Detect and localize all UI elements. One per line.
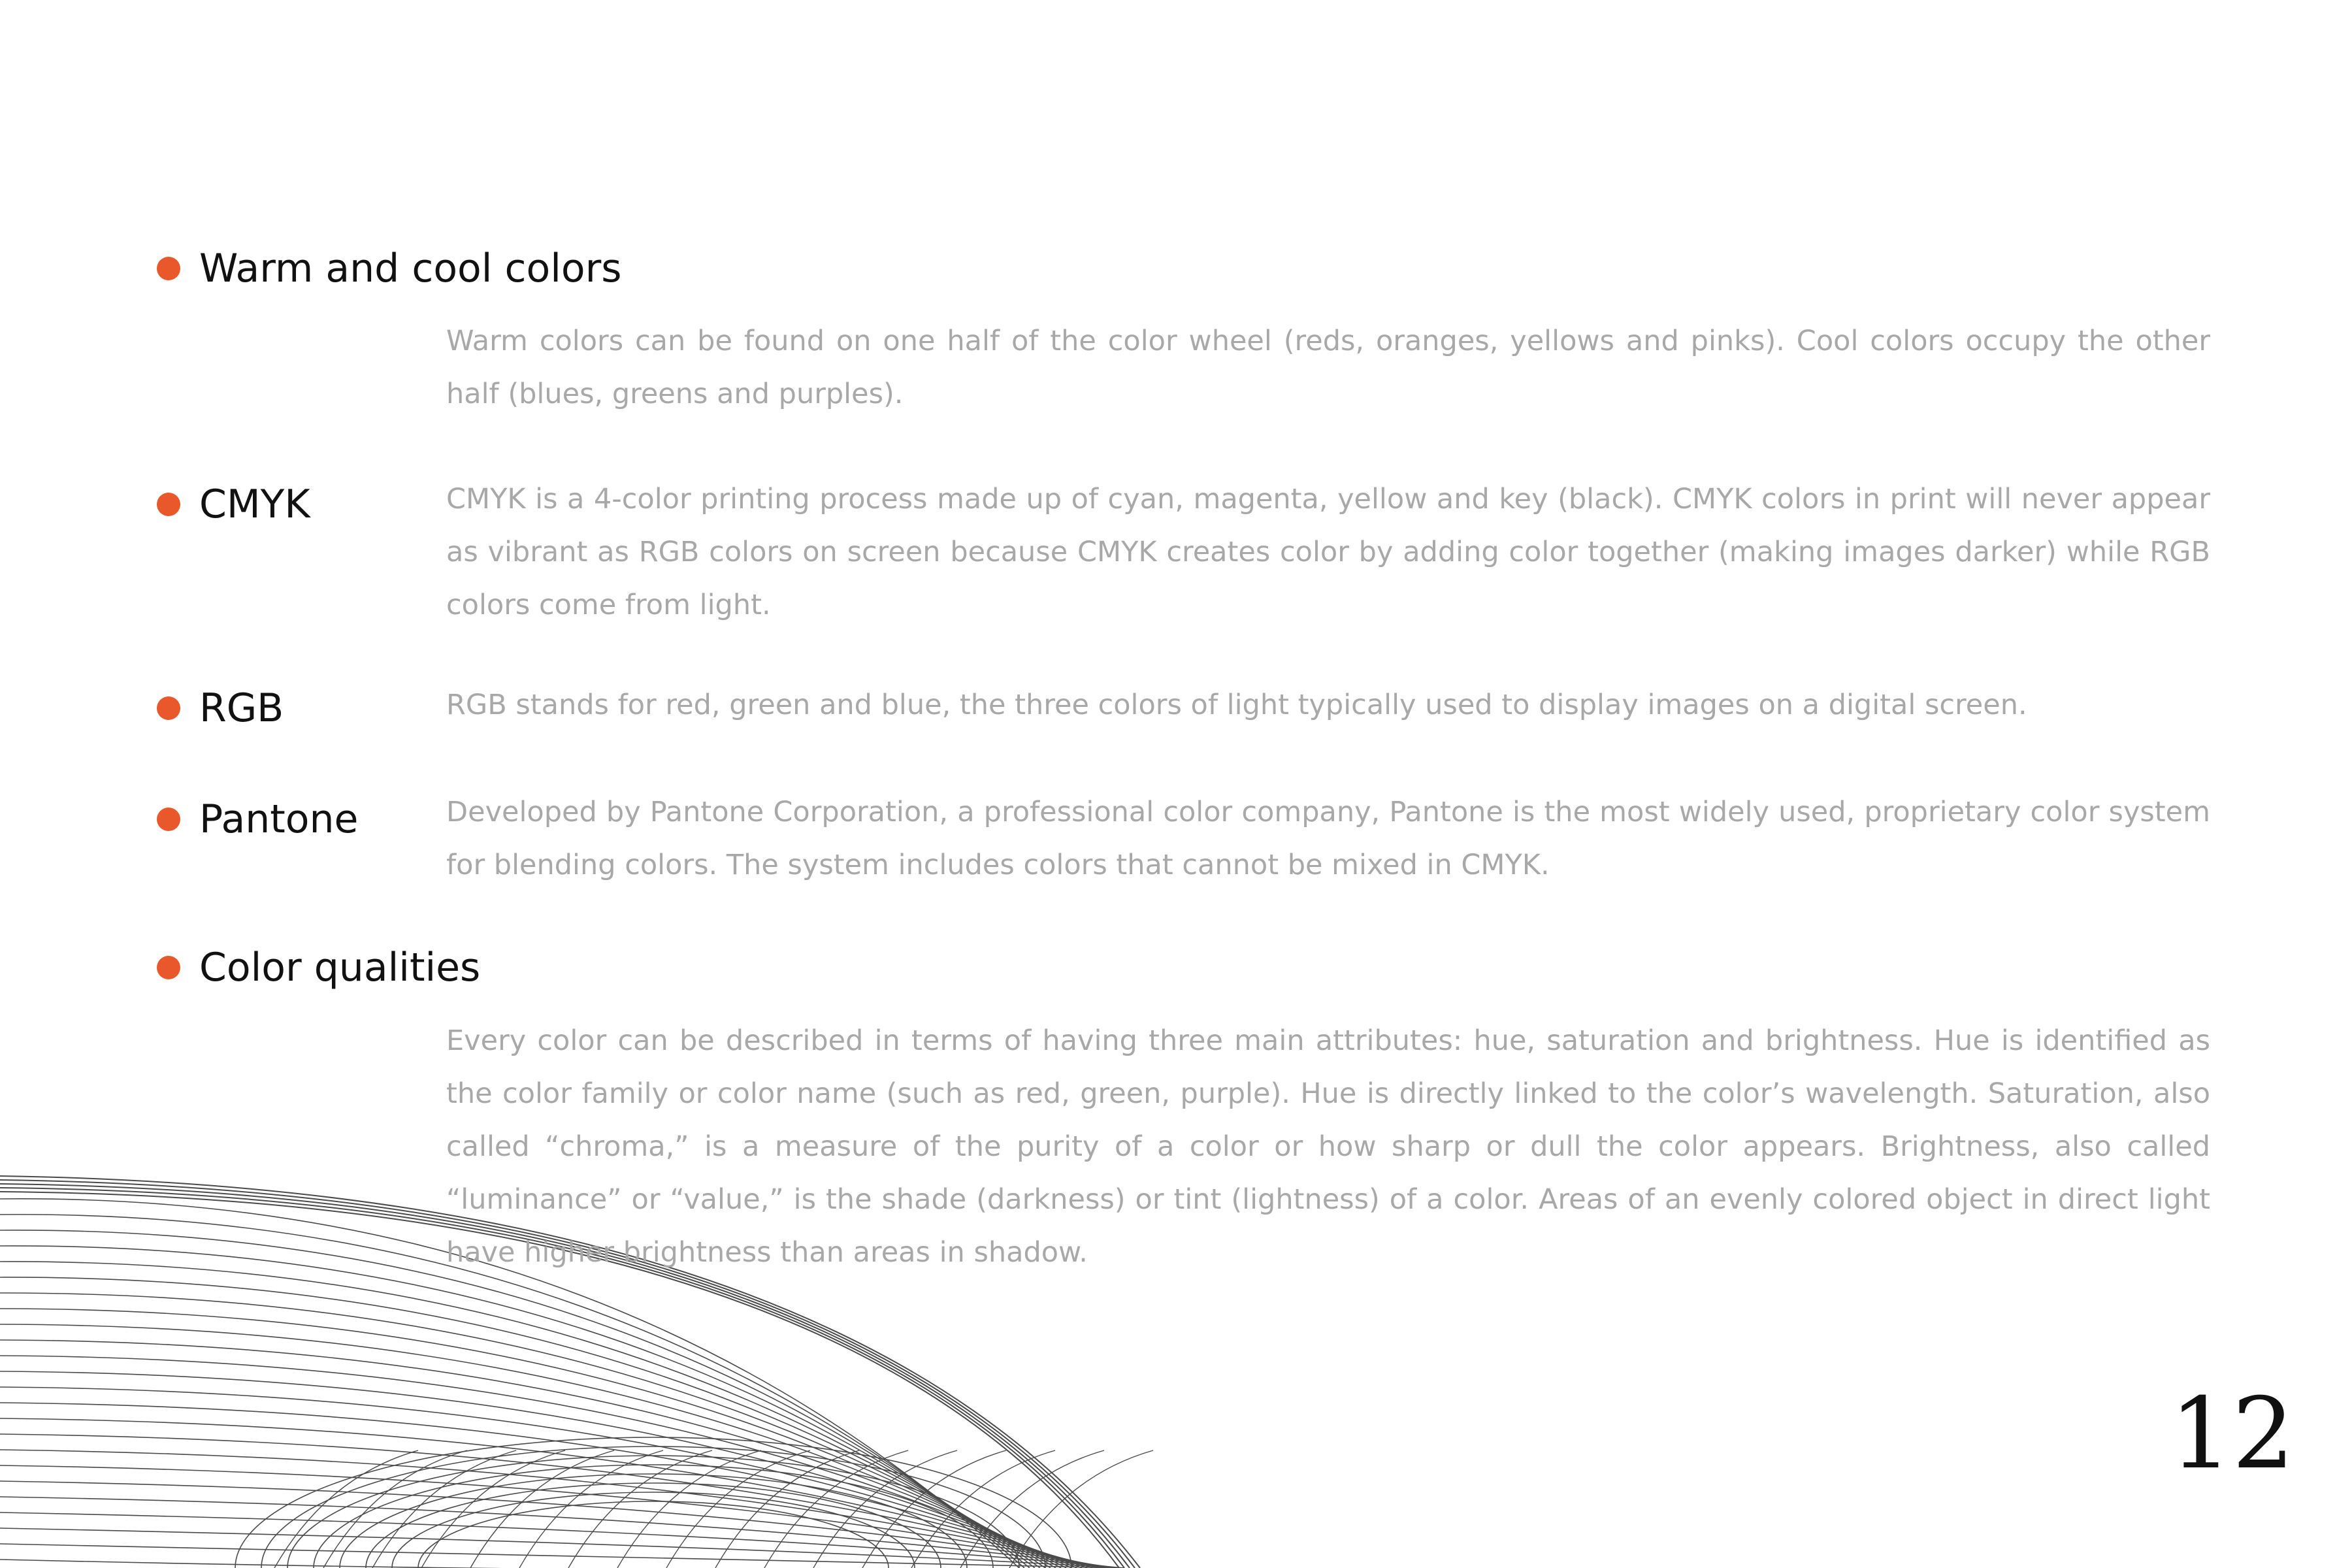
- wireframe-line: [274, 1450, 418, 1568]
- wireframe-line: [0, 1528, 1124, 1568]
- wireframe-line: [235, 1437, 1071, 1568]
- section-body: Developed by Pantone Corporation, a professional color company, Pantone is the most widely used, proprietary color system for blending colors. The system includes colors that cannot be mixed in CMYK.: [446, 796, 2210, 881]
- wireframe-line: [0, 1356, 1071, 1568]
- section-body: Warm colors can be found on one half of the color wheel (reds, oranges, yellows and pinks). Cool colors occupy the other half (blues, greens and purples).: [446, 325, 2210, 410]
- wireframe-line: [0, 1465, 1108, 1568]
- section-body: CMYK is a 4-color printing process made up of cyan, magenta, yellow and key (black). CMYK colors in print will never appear as vibrant as RGB colors on screen because CMYK creates color by adding color together (making images darker) while RGB colors come from light.: [446, 483, 2210, 621]
- wireframe-line: [0, 1262, 1040, 1568]
- bullet-icon: [157, 696, 180, 720]
- section-heading: Warm and cool colors: [199, 246, 622, 291]
- wireframe-line: [1009, 1450, 1153, 1568]
- wireframe-line: [0, 1371, 1077, 1568]
- wireframe-line: [0, 1246, 1035, 1568]
- wireframe-line: [340, 1474, 967, 1568]
- section-body: Every color can be described in terms of having three main attributes: hue, saturation and brightness. Hue is identified as the color family or color name (such as red, green, purple). Hue is directly linked to the color’s wavelength. Saturation, also called “chroma,” is a measure of the purity of a color or how sharp or dull the color appears. Brightness, also called “luminance” or “value,” is the shade (darkness) or tint (lightness) of a color. Areas of an evenly colored object in direct light have higher brightness than areas in shadow.: [446, 1024, 2210, 1269]
- wireframe-line: [366, 1483, 941, 1568]
- wireframe-line: [0, 1309, 1056, 1568]
- wireframe-line: [0, 1324, 1061, 1568]
- wireframe-line: [0, 1450, 1103, 1568]
- section-heading: Pantone: [199, 796, 359, 842]
- wireframe-line: [0, 1403, 1087, 1568]
- wireframe-line: [0, 1418, 1092, 1568]
- bullet-icon: [157, 956, 180, 979]
- wireframe-line: [372, 1450, 516, 1568]
- wireframe-line: [764, 1450, 908, 1568]
- bullet-icon: [157, 808, 180, 831]
- wireframe-line: [392, 1492, 915, 1568]
- wireframe-line: [813, 1450, 957, 1568]
- wireframe-line: [862, 1450, 1006, 1568]
- wireframe-line: [470, 1450, 614, 1568]
- wireframe-line: [960, 1450, 1104, 1568]
- wireframe-line: [0, 1481, 1113, 1568]
- wireframe-line: [568, 1450, 712, 1568]
- wireframe-line: [261, 1446, 1045, 1568]
- wireframe-line: [911, 1450, 1055, 1568]
- wireframe-line: [0, 1497, 1119, 1568]
- wireframe-line: [0, 1560, 1124, 1568]
- wireframe-line: [715, 1450, 859, 1568]
- section-heading: Color qualities: [199, 945, 481, 990]
- wireframe-line: [0, 1293, 1051, 1568]
- wireframe-line: [0, 1512, 1124, 1568]
- wireframe-line: [0, 1544, 1124, 1568]
- section-body: RGB stands for red, green and blue, the three colors of light typically used to display images on a digital screen.: [446, 689, 2027, 721]
- page-number: 12: [2170, 1377, 2295, 1491]
- bullet-icon: [157, 493, 180, 516]
- bullet-icon: [157, 257, 180, 280]
- wireframe-line: [0, 1277, 1045, 1568]
- wireframe-line: [0, 1434, 1098, 1568]
- wireframe-line: [0, 1230, 1030, 1568]
- wireframe-line: [0, 1387, 1082, 1568]
- wireframe-line: [418, 1501, 889, 1568]
- section-heading: RGB: [199, 685, 284, 731]
- wireframe-line: [519, 1450, 663, 1568]
- wireframe-line: [314, 1465, 993, 1568]
- wireframe-line: [0, 1340, 1066, 1568]
- wireframe-line: [287, 1456, 1019, 1568]
- wireframe-line: [666, 1450, 810, 1568]
- wireframe-line: [421, 1450, 565, 1568]
- wireframe-line: [323, 1450, 467, 1568]
- section-heading: CMYK: [199, 482, 310, 527]
- wireframe-line: [617, 1450, 761, 1568]
